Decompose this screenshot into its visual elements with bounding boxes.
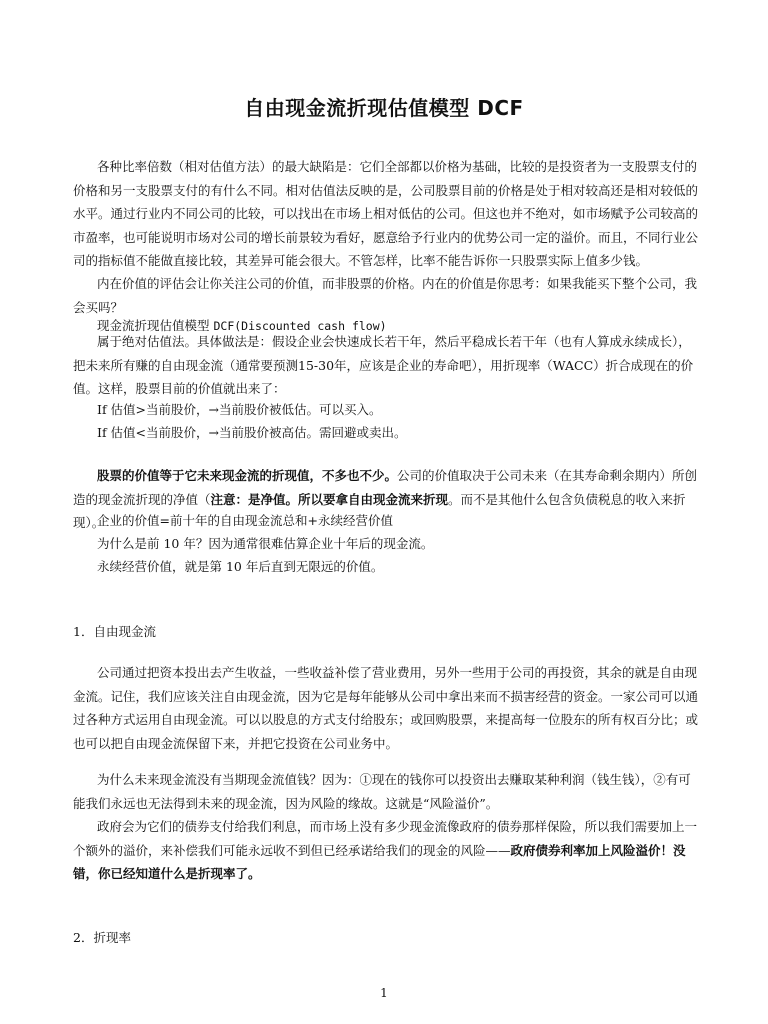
section-2-heading: 2．折现率 [73, 930, 131, 945]
section-1-paragraph-3-text: 政府会为它们的债券支付给我们利息，而市场上没有多少现金流像政府的债券那样保险，所以我们需要加上一个额外的溢价，来补偿我们可能永远收不到但已经承诺给我们的现金的风险—— [73, 819, 698, 858]
value-text-1: 公司的价值取决于公司未来（在其寿命剩余期内）所创造的现金流折现的净值（ [73, 468, 698, 507]
dcf-paragraph: 属于绝对估值法。具体做法是：假设企业会快速成长若干年，然后平稳成长若干年（也有人算成永续成长），把未来所有赚的自由现金流（通常要预测15-30年，应该是企业的寿命吧），用折现率（WACC）折合成现在的价值。这样，股票目前的价值就出来了： [73, 334, 694, 396]
value-ten-years-line: 为什么是前 10 年？因为通常很难估算企业十年后的现金流。 [97, 536, 434, 551]
intro-paragraph-1: 各种比率倍数（相对估值方法）的最大缺陷是：它们全部都以价格为基础，比较的是投资者为一支股票支付的价格和另一支股票支付的有什么不同。相对估值法反映的是，公司股票目前的价格是处于相对较高还是相对较低的水平。通过行业内不同公司的比较，可以找出在市场上相对低估的公司。但这也并不绝对，如市场赋予公司较高的市盈率，也可能说明市场对公司的增长前景较为看好，愿意给予行业内的优势公司一定的溢价。而且，不同行业公司的指标值不能做直接比较，其差异可能会很大。不管怎样，比率不能告诉你一只股票实际上值多少钱。 [73, 159, 699, 268]
if-overvalued-line: If 估值<当前股价，→当前股价被高估。需回避或卖出。 [97, 425, 407, 440]
document-title: 自由现金流折现估值模型 DCF [244, 96, 524, 120]
dcf-heading-prefix: 现金流折现估值模型 [97, 318, 214, 333]
intro-paragraph-2: 内在价值的评估会让你关注公司的价值，而非股票的价格。内在的价值是你思考：如果我能买下整个公司，我会买吗？ [73, 276, 698, 315]
section-1-paragraph-1: 公司通过把资本投出去产生收益，一些收益补偿了营业费用，另外一些用于公司的再投资，其余的就是自由现金流。记住，我们应该关注自由现金流，因为它是每年能够从公司中拿出来而不损害经营的资金。一家公司可以通过各种方式运用自由现金流。可以以股息的方式支付给股东；或回购股票，来提高每一位股东的所有权百分比；或也可以把自由现金流保留下来，并把它投资在公司业务中。 [73, 665, 699, 751]
section-1-paragraph-3 [73, 815, 698, 886]
if-undervalued-line: If 估值>当前股价，→当前股价被低估。可以买入。 [97, 402, 382, 417]
value-perpetual-line: 永续经营价值，就是第 10 年后直到无限远的价值。 [97, 559, 384, 574]
value-text-2: 。而不是其他什么包含负债税息的收入来折现）。 [73, 491, 686, 530]
section-1-heading: 1．自由现金流 [73, 624, 156, 639]
value-bold-note: 注意：是净值。所以要拿自由现金流来折现 [210, 491, 449, 507]
section-1-paragraph-2: 为什么未来现金流没有当期现金流值钱？因为：①现在的钱你可以投资出去赚取某种利润（钱生钱），②有可能我们永远也无法得到未来的现金流，因为风险的缘故。这就是“风险溢价”。 [73, 772, 691, 811]
value-bold-statement: 股票的价值等于它未来现金流的折现值，不多也不少。 [97, 468, 398, 483]
page-number: 1 [380, 986, 388, 1000]
dcf-heading-english: DCF(Discounted cash flow) [213, 319, 387, 333]
value-formula-line: 企业的价值=前十年的自由现金流总和+永续经营价值 [97, 513, 393, 528]
section-1-paragraph-3-bold: 政府债券利率加上风险溢价！没错，你已经知道什么是折现率了。 [73, 842, 686, 881]
